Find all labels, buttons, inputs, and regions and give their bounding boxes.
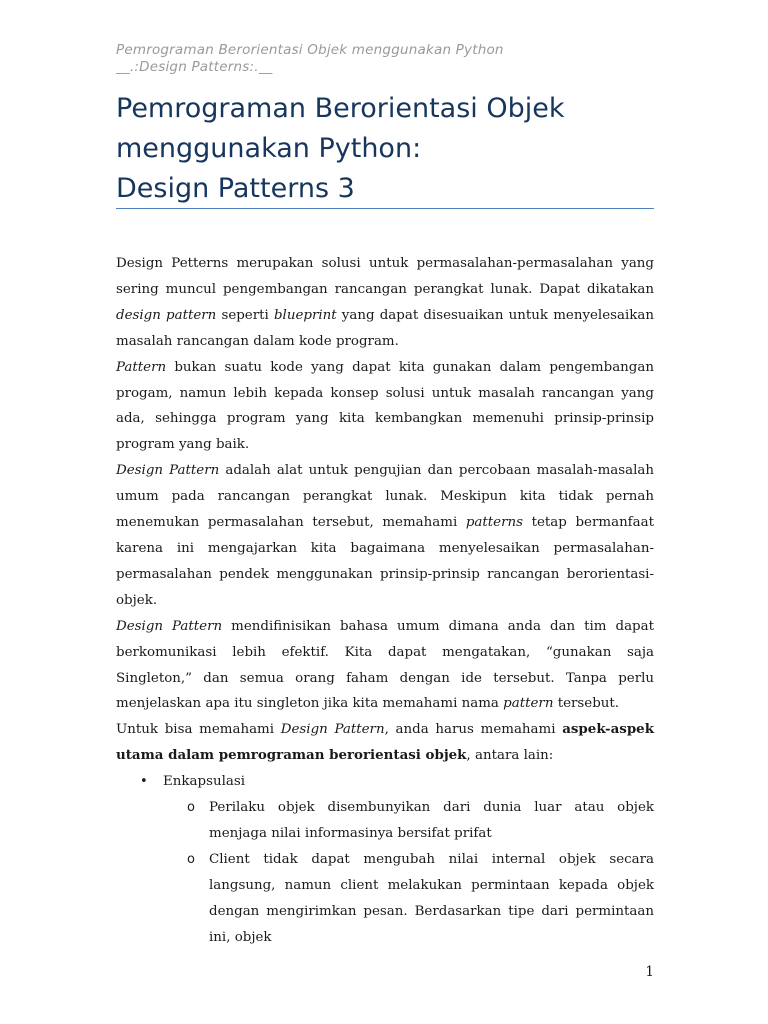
document-title [116,89,656,209]
italic-run: Pattern [116,359,167,375]
italic-run: Design Pattern [116,463,220,479]
text-run: Design Petterns merupakan solusi untuk permasalahan-permasalahan yang sering muncul pengembangan rancangan perangkat lunak. Dapat dikatakan [116,256,654,297]
paragraph-3 [116,458,654,613]
document-body [116,251,654,950]
aspect-list [116,769,654,795]
italic-run: patterns [465,515,523,531]
paragraph-4 [116,614,654,718]
text-run: mendifinisikan bahasa umum dimana anda dan tim dapat berkomunikasi lebih efektif. Kita dapat mengatakan, “gunakan saja Singleton,” dan semua orang faham dengan ide tersebut. Tanpa perlu menjelaskan apa itu singleton jika kita memahami nama [116,618,654,712]
text-run: seperti [216,307,274,323]
sub-list-item-text: Perilaku objek disembunyikan dari dunia luar atau objek menjaga nilai informasinya bersifat prifat [209,800,654,841]
title-line-2: menggunakan Python: [116,133,422,164]
sub-list [116,795,654,950]
list-item [116,769,654,795]
text-run: adalah alat untuk pengujian dan percobaan masalah-masalah umum pada rancangan perangkat lunak. Meskipun kita tidak pernah menemukan permasalahan tersebut, memahami [116,463,654,531]
running-header-title: Pemrograman Berorientasi Objek menggunakan Python [116,42,504,58]
italic-run: Design Pattern [280,722,385,738]
title-divider [116,208,654,209]
text-run: bukan suatu kode yang dapat kita gunakan dalam pengembangan progam, namun lebih kepada konsep solusi untuk masalah rancangan yang ada, sehingga program yang kita kembangkan memenuhi prinsip-prinsip program yang baik. [116,359,654,453]
text-run: , antara lain: [466,748,554,764]
bold-run: aspek-aspek utama dalam pemrograman berorientasi objek [116,721,654,764]
circle-bullet-icon: o [187,851,195,867]
italic-run: pattern [503,696,554,712]
sub-list-item [116,847,654,951]
italic-run: blueprint [273,307,337,323]
page-number: 1 [645,964,654,980]
list-item-label: Enkapsulasi [163,774,245,790]
text-run: tetap bermanfaat karena ini mengajarkan kita bagaimana menyelesaikan permasalahan-permasalahan pendek menggunakan prinsip-prinsip rancangan berorientasi-objek. [116,515,654,608]
italic-run: design pattern [116,307,217,323]
title-line-1: Pemrograman Berorientasi Objek [116,93,565,124]
paragraph-2 [116,355,654,459]
text-run: , anda harus memahami [384,722,563,738]
paragraph-5 [116,717,654,769]
bullet-icon: • [140,774,148,790]
title-line-3: Design Patterns 3 [116,173,355,204]
italic-run: Design Pattern [116,618,223,634]
circle-bullet-icon: o [187,800,195,816]
sub-list-item [116,795,654,847]
paragraph-1 [116,251,654,355]
text-run: yang dapat disesuaikan untuk menyelesaikan masalah rancangan dalam kode program. [116,307,654,349]
running-header-subtitle: __.:Design Patterns:.__ [116,59,273,75]
text-run: Untuk bisa memahami [116,722,281,738]
sub-list-item-text: Client tidak dapat mengubah nilai internal objek secara langsung, namun client melakukan permintaan kepada objek dengan mengirimkan pesan. Berdasarkan tipe dari permintaan ini, objek [209,851,654,945]
text-run: tersebut. [553,696,620,712]
running-header [116,42,504,76]
